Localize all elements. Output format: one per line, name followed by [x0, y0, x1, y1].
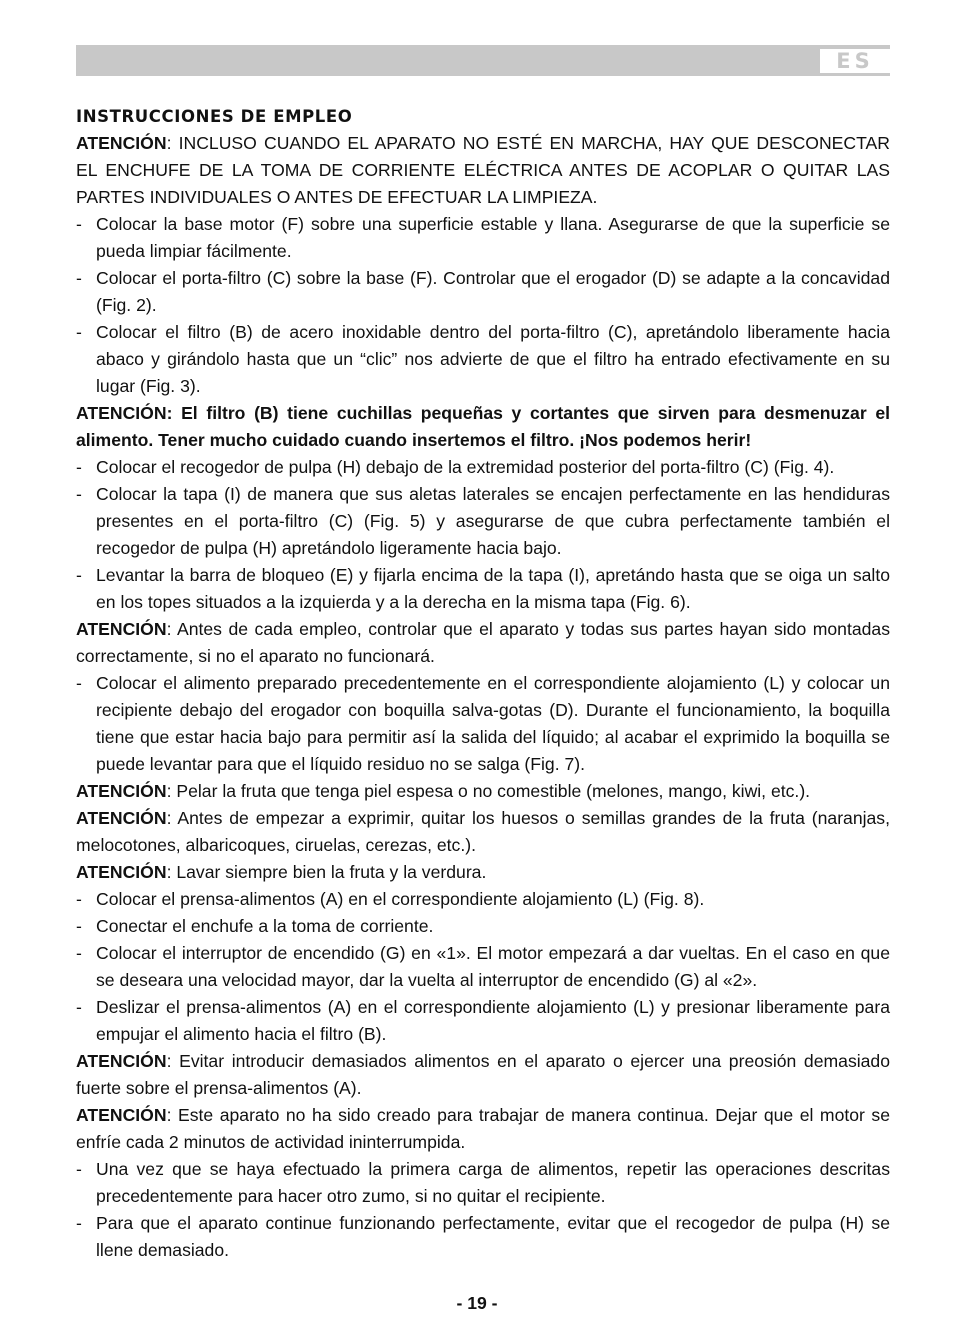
warning-text: : Antes de cada empleo, controlar que el aparato y todas sus partes hayan sido montadas correctamente, si no el aparato no funcionará. [76, 619, 890, 666]
list-dash: - [76, 322, 82, 342]
warning-paragraph [76, 1048, 890, 1102]
warning-paragraph [76, 859, 890, 886]
list-item [76, 994, 890, 1048]
list-item-text: Para que el aparato continue funzionando perfectamente, evitar que el recogedor de pulpa (H) se llene demasiado. [96, 1213, 890, 1260]
section-title: INSTRUCCIONES DE EMPLEO [76, 107, 353, 126]
page-number: - 19 - [456, 1293, 498, 1313]
warning-paragraph [76, 616, 890, 670]
list-item-text: Conectar el enchufe a la toma de corriente. [96, 916, 434, 936]
list-item [76, 913, 890, 940]
warning-label: ATENCIÓN [76, 862, 167, 882]
warning-paragraph [76, 778, 890, 805]
warning-label: ATENCIÓN [76, 1051, 167, 1071]
list-item [76, 481, 890, 562]
list-item-text: Colocar la tapa (I) de manera que sus aletas laterales se encajen perfectamente en las hendiduras presentes en el porta-filtro (C) (Fig. 5) y asegurarse de que cubra perfectamente también el recogedor de pulpa (H) apretándolo ligeramente hacia bajo. [96, 484, 890, 558]
header-bar [76, 45, 890, 76]
list-dash: - [76, 916, 82, 936]
list-item [76, 886, 890, 913]
list-item-text: Colocar el filtro (B) de acero inoxidable dentro del porta-filtro (C), apretándolo liberamente hacia abaco y girándolo hasta que un “clic” nos advierte de que el filtro ha entrado efectivamente en su lugar (Fig. 3). [96, 322, 890, 396]
warning-label: ATENCIÓN [76, 1105, 167, 1125]
list-item [76, 562, 890, 616]
list-item [76, 211, 890, 265]
warning-text: : INCLUSO CUANDO EL APARATO NO ESTÉ EN MARCHA, HAY QUE DESCONECTAR EL ENCHUFE DE LA TOMA DE CORRIENTE ELÉCTRICA ANTES DE ACOPLAR O QUITAR LAS PARTES INDIVIDUALES O ANTES DE EFECTUAR LA LIMPIEZA. [76, 133, 890, 207]
list-item [76, 265, 890, 319]
warning-label: ATENCIÓN [76, 808, 167, 828]
list-item [76, 940, 890, 994]
bold-warning-paragraph: ATENCIÓN: El filtro (B) tiene cuchillas pequeñas y cortantes que sirven para desmenuzar el alimento. Tener mucho cuidado cuando insertemos el filtro. ¡Nos podemos herir! [76, 403, 890, 450]
list-dash: - [76, 565, 82, 585]
list-dash: - [76, 457, 82, 477]
list-dash: - [76, 673, 82, 693]
list-dash: - [76, 1159, 82, 1179]
list-item [76, 670, 890, 778]
list-item [76, 319, 890, 400]
list-item-text: Deslizar el prensa-alimentos (A) en el correspondiente alojamiento (L) y presionar liberamente para empujar el alimento hacia el filtro (B). [96, 997, 890, 1044]
list-item-text: Colocar la base motor (F) sobre una superficie estable y llana. Asegurarse de que la superficie se pueda limpiar fácilmente. [96, 214, 890, 261]
list-dash: - [76, 214, 82, 234]
warning-text: : Antes de empezar a exprimir, quitar los huesos o semillas grandes de la fruta (naranjas, melocotones, albaricoques, ciruelas, cerezas, etc.). [76, 808, 890, 855]
list-item [76, 1156, 890, 1210]
list-item-text: Levantar la barra de bloqueo (E) y fijarla encima de la tapa (I), apretándo hasta que se oiga un salto en los topes situados a la izquierda y a la derecha en la misma tapa (Fig. 6). [96, 565, 890, 612]
warning-label: ATENCIÓN [76, 781, 167, 801]
warning-paragraph [76, 1102, 890, 1156]
warning-label: ATENCIÓN [76, 133, 167, 153]
warning-text: : Pelar la fruta que tenga piel espesa o no comestible (melones, mango, kiwi, etc.). [166, 781, 811, 801]
list-item-text: Una vez que se haya efectuado la primera carga de alimentos, repetir las operaciones descritas precedentemente para hacer otro zumo, si no quitar el recipiente. [96, 1159, 890, 1206]
list-item [76, 454, 890, 481]
list-dash: - [76, 268, 82, 288]
warning-paragraph [76, 805, 890, 859]
list-dash: - [76, 889, 82, 909]
warning-label: ATENCIÓN [76, 619, 167, 639]
language-badge: ES [820, 49, 890, 73]
warning-text: : Evitar introducir demasiados alimentos en el aparato o ejercer una preosión demasiado fuerte sobre el prensa-alimentos (A). [76, 1051, 890, 1098]
warning-text: : Este aparato no ha sido creado para trabajar de manera continua. Dejar que el motor se enfríe cada 2 minutos de actividad ininterrumpida. [76, 1105, 890, 1152]
list-item-text: Colocar el prensa-alimentos (A) en el correspondiente alojamiento (L) (Fig. 8). [96, 889, 705, 909]
list-dash: - [76, 1213, 82, 1233]
document-body [76, 103, 890, 1264]
list-item-text: Colocar el recogedor de pulpa (H) debajo de la extremidad posterior del porta-filtro (C) (Fig. 4). [96, 457, 835, 477]
list-item-text: Colocar el alimento preparado precedentemente en el correspondiente alojamiento (L) y colocar un recipiente debajo del erogador con boquilla salva-gotas (D). Durante el funcionamiento, la boquilla tiene que estar hacia bajo para permitir así la salida del líquido; al acabar el exprimido la boquilla se puede levantar para que el líquido residuo no se salga (Fig. 7). [96, 673, 890, 774]
list-dash: - [76, 997, 82, 1017]
warning-text: : Lavar siempre bien la fruta y la verdura. [166, 862, 487, 882]
list-dash: - [76, 484, 82, 504]
warning-paragraph [76, 130, 890, 211]
list-item [76, 1210, 890, 1264]
list-item-text: Colocar el interruptor de encendido (G) en «1». El motor empezará a dar vueltas. En el caso en que se deseara una velocidad mayor, dar la vuelta al interruptor de encendido (G) al «2». [96, 943, 890, 990]
list-item-text: Colocar el porta-filtro (C) sobre la base (F). Controlar que el erogador (D) se adapte a la concavidad (Fig. 2). [96, 268, 890, 315]
list-dash: - [76, 943, 82, 963]
